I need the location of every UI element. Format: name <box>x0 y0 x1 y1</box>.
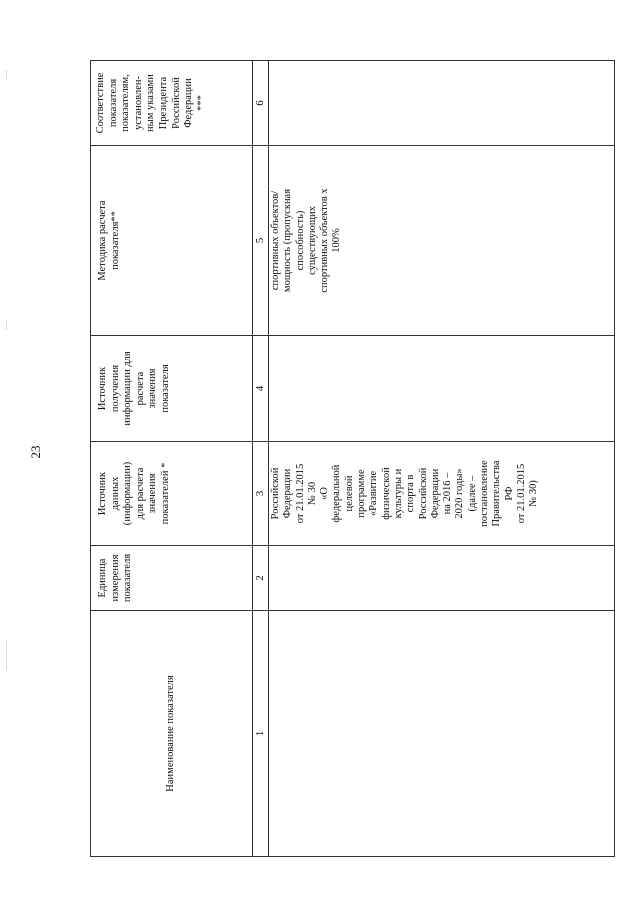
source-line: № 30) <box>528 480 540 507</box>
source-line: физической <box>380 467 392 520</box>
cell-presidential-compliance <box>269 60 615 145</box>
header-line: значения <box>147 368 159 409</box>
cell-calculation-method <box>269 145 615 335</box>
source-line: Федерации <box>429 468 441 519</box>
header-calculation-method <box>90 145 253 335</box>
source-line: от 21.01.2015 <box>294 463 306 524</box>
source-line: 2020 годы» <box>454 468 466 519</box>
column-number: 2 <box>253 545 269 610</box>
column-number: 3 <box>253 441 269 545</box>
column-number: 1 <box>253 610 269 857</box>
header-line: показателя <box>122 553 134 603</box>
header-info-source <box>90 335 253 441</box>
indicator-table <box>90 60 615 857</box>
source-line: федеральной <box>331 464 343 523</box>
source-line: «Развитие <box>368 470 380 517</box>
source-line: Российской <box>417 467 429 520</box>
column-number: 6 <box>253 60 269 145</box>
header-line: Федерации <box>183 78 195 128</box>
header-line: значения <box>147 473 159 514</box>
binding-mark <box>6 70 7 80</box>
header-line: Методика расчета <box>97 200 108 281</box>
source-line: от 21.01.2015 <box>515 463 527 524</box>
header-line: ным указами <box>145 74 157 132</box>
source-line: культуры и <box>392 468 404 519</box>
header-line: получения <box>109 364 121 413</box>
header-line: Соответствие <box>95 72 106 134</box>
header-indicator-name <box>90 610 253 857</box>
header-line: информации для <box>122 351 134 426</box>
header-line: Единица <box>97 558 108 598</box>
source-line: постановление <box>479 460 491 527</box>
method-line: спортивных объектов/ <box>270 190 281 291</box>
cell-indicator-name <box>269 610 615 857</box>
header-line: Источник <box>97 471 108 516</box>
method-line: спортивных объектов х <box>319 188 331 293</box>
header-line: Российской <box>170 77 182 129</box>
column-number: 4 <box>253 335 269 441</box>
cell-data-source <box>269 441 615 545</box>
source-line: «О <box>319 487 331 500</box>
header-line: показателя <box>107 78 119 128</box>
header-line: Президента <box>157 76 169 130</box>
source-line: программе <box>356 469 368 518</box>
source-line: (далее – <box>466 475 478 512</box>
cell-info-source <box>269 335 615 441</box>
header-presidential-compliance <box>90 60 253 145</box>
source-line: РФ <box>503 486 515 501</box>
page-number: 23 <box>28 445 43 459</box>
header-line: Источник <box>97 366 108 411</box>
header-line: измерения <box>109 554 121 602</box>
source-line: на 2016 – <box>442 472 454 515</box>
binding-mark <box>6 320 7 330</box>
source-line: № 30 <box>306 481 318 506</box>
source-line: целевой <box>343 475 355 512</box>
header-line: расчета <box>134 371 146 406</box>
header-line: (информации) <box>122 461 134 526</box>
column-number: 5 <box>253 145 269 335</box>
source-line: Российской <box>270 467 281 520</box>
indicator-table-wrapper <box>90 60 615 857</box>
method-line: мощность (пропускная <box>282 188 294 293</box>
source-line: Федерации <box>282 468 294 519</box>
header-line: показателям, <box>120 74 132 132</box>
header-line: показателей * <box>159 462 171 525</box>
header-line: для расчета <box>134 467 146 520</box>
method-line: способность) <box>294 210 306 271</box>
header-unit <box>90 545 253 610</box>
header-line: *** <box>195 95 207 111</box>
source-line: Правительства <box>491 460 503 527</box>
header-line: данных <box>109 476 121 511</box>
header-line: Наименование показателя <box>165 675 177 792</box>
source-line: спорта в <box>405 474 417 513</box>
header-line: показателя** <box>109 211 121 270</box>
cell-unit <box>269 545 615 610</box>
header-data-source <box>90 441 253 545</box>
header-line: установлен- <box>132 76 144 130</box>
method-line: существующих <box>306 206 318 275</box>
header-line: показателя <box>159 364 171 413</box>
binding-mark <box>6 640 7 670</box>
method-line: 100% <box>331 228 343 253</box>
